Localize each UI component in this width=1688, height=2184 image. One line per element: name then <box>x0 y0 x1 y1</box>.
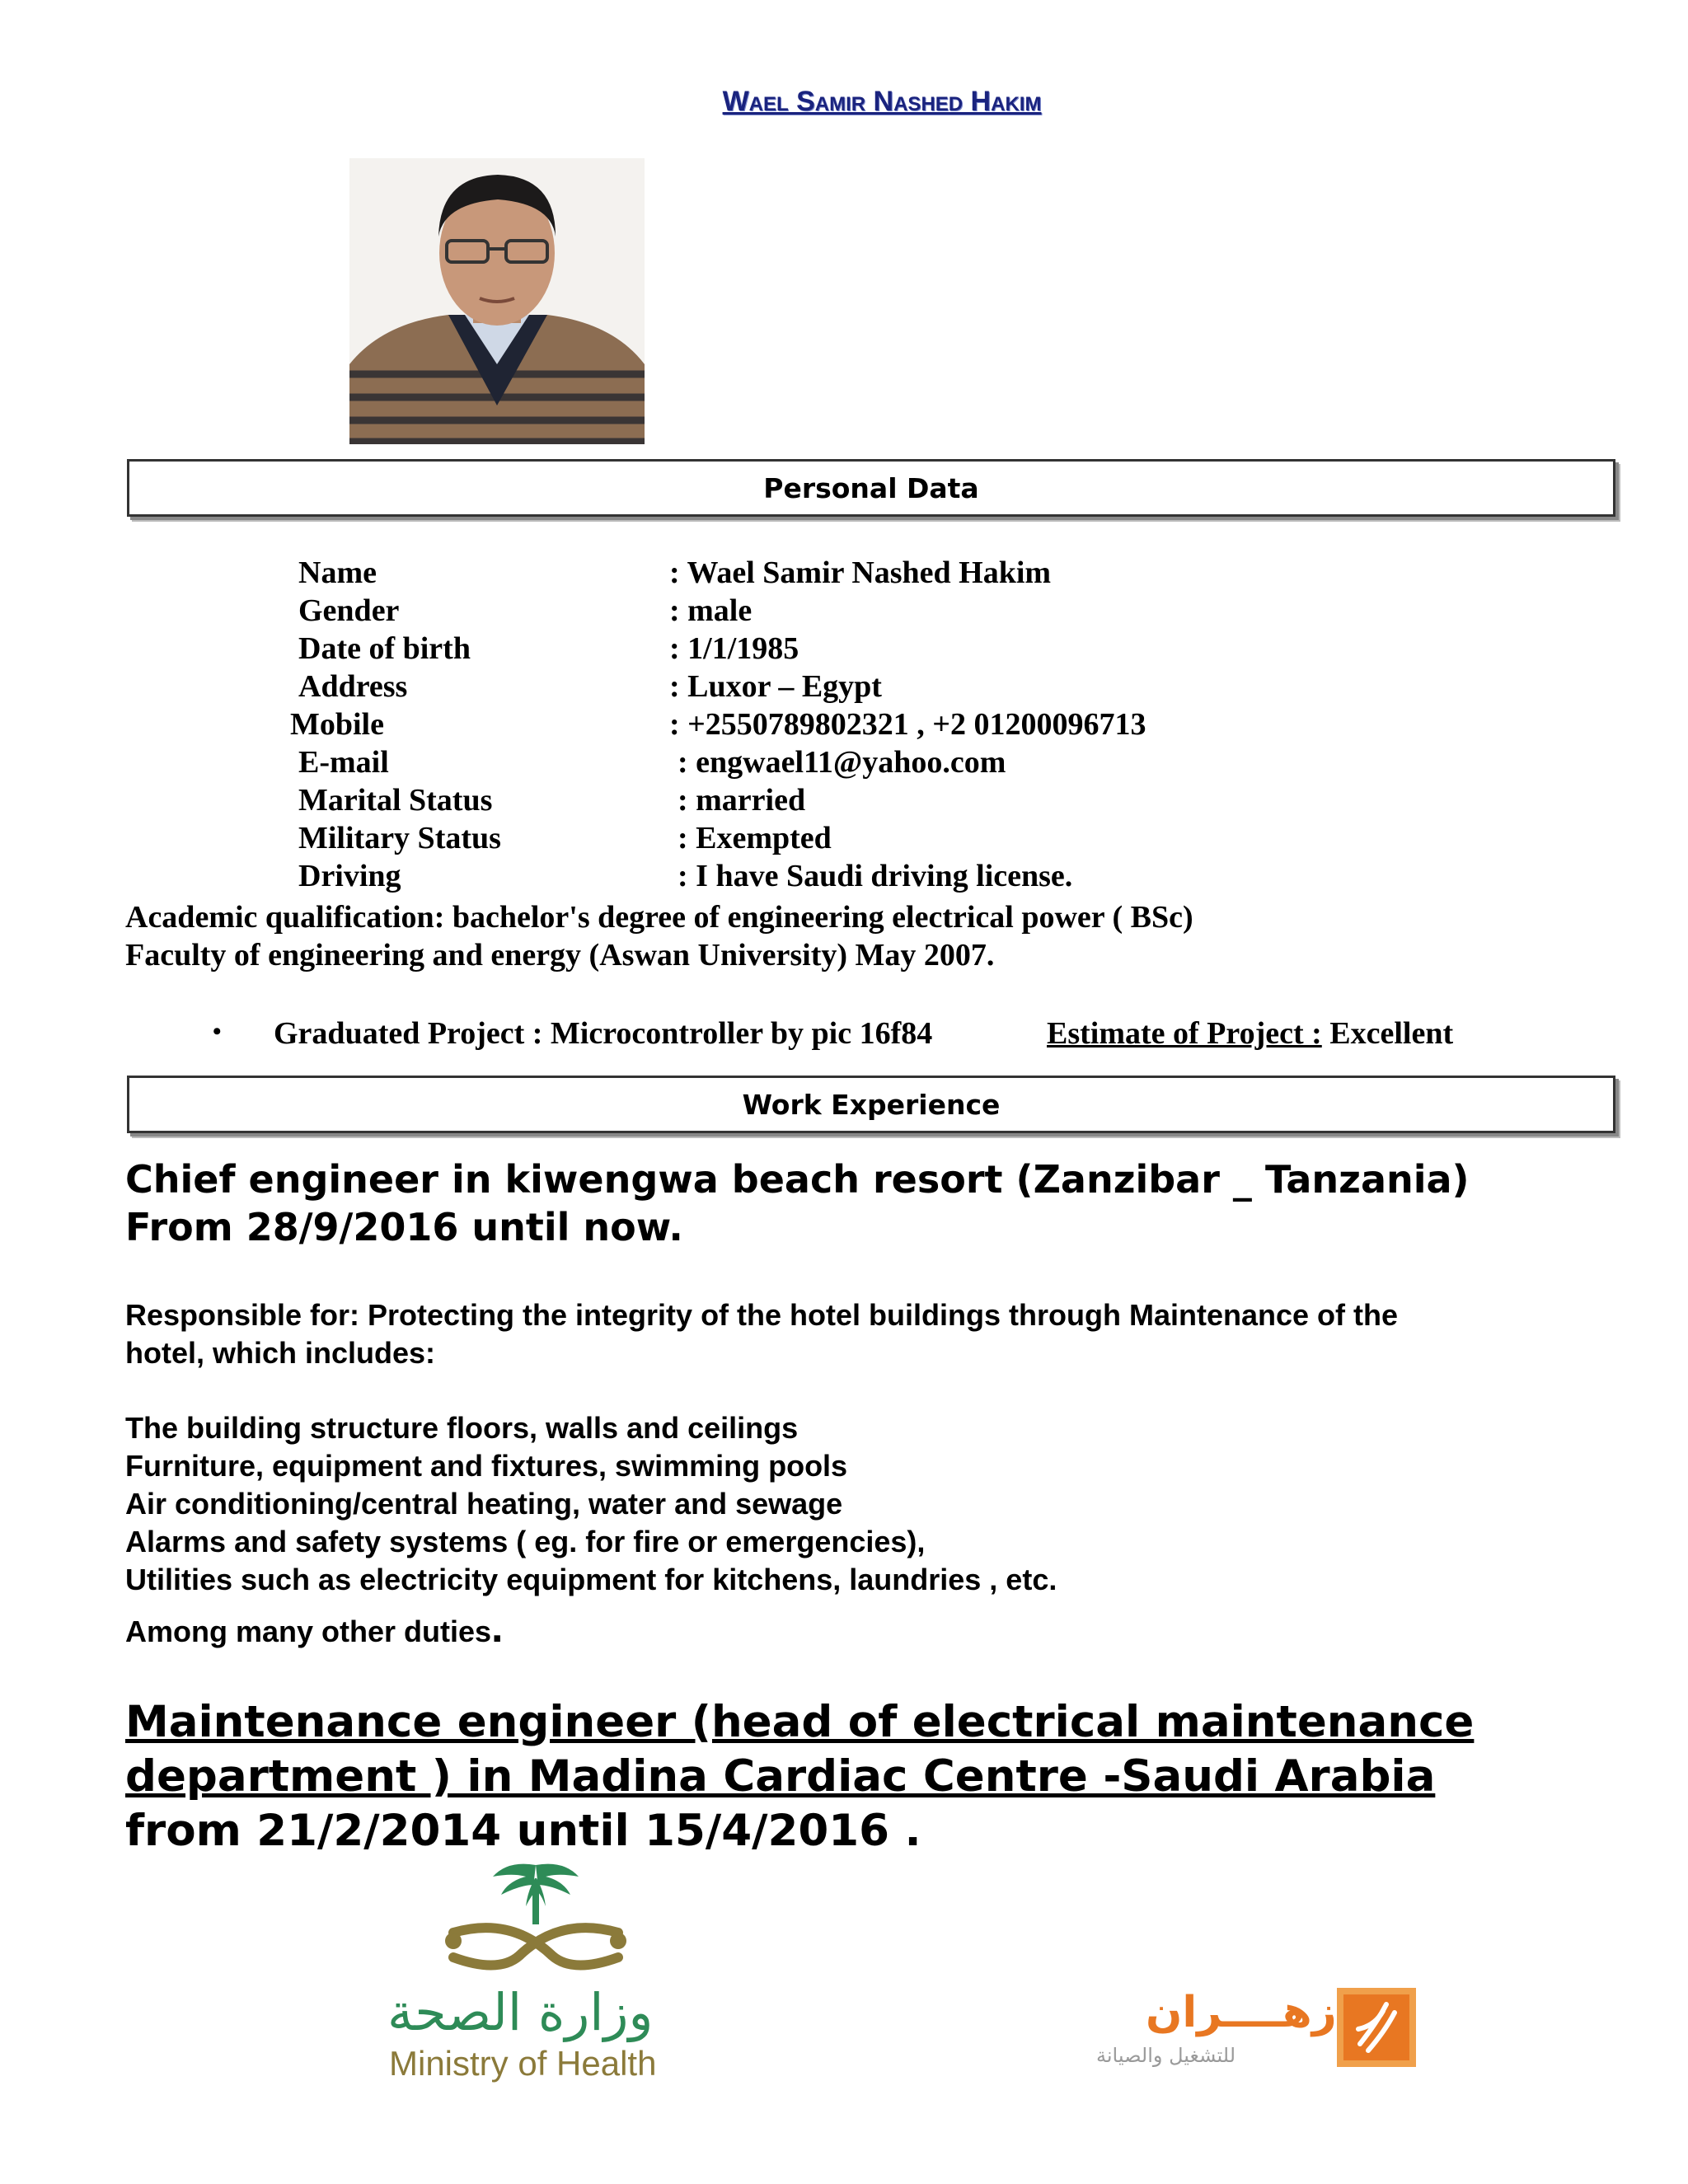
duty-item: The building structure floors, walls and ceilings <box>125 1411 799 1445</box>
personal-label: Mobile <box>290 707 384 742</box>
project-estimate <box>1047 1015 1453 1052</box>
job1-title-line-1: Chief engineer in kiwengwa beach resort (Zanzibar _ Tanzania) <box>125 1157 1470 1202</box>
job2-title-line-3: from 21/2/2014 until 15/4/2016 . <box>125 1806 921 1856</box>
personal-value: : Wael Samir Nashed Hakim <box>669 555 1052 590</box>
graduated-project: Graduated Project : Microcontroller by pic 16f84 <box>274 1016 933 1051</box>
estimate-value: Excellent <box>1321 1016 1454 1051</box>
section-personal-data <box>127 459 1615 517</box>
personal-value: : married <box>678 783 806 818</box>
moh-emblem-icon <box>429 1858 643 1982</box>
personal-label: Marital Status <box>298 783 493 818</box>
ministry-of-health-logo <box>387 1858 692 2085</box>
closing-dot: . <box>491 1604 504 1652</box>
job1-resp-line-2: hotel, which includes: <box>125 1336 436 1370</box>
job2-title-line-2: department ) in Madina Cardiac Centre -Saudi Arabia <box>125 1751 1436 1802</box>
job1-resp-line-1: Responsible for: Protecting the integrity of the hotel buildings through Maintenance of the <box>125 1298 1399 1332</box>
academic-line-2: Faculty of engineering and energy (Aswan University) May 2007. <box>125 938 995 972</box>
personal-label: Military Status <box>298 821 501 855</box>
zahran-emblem-icon <box>1335 1986 1418 2069</box>
personal-value: : Luxor – Egypt <box>669 669 882 704</box>
personal-label: E-mail <box>298 745 389 780</box>
zahran-arabic-name: زهــــران <box>1146 1988 1337 2037</box>
duty-item: Furniture, equipment and fixtures, swimming pools <box>125 1449 848 1483</box>
moh-english-name: Ministry of Health <box>389 2044 657 2083</box>
closing-text: Among many other duties <box>125 1615 492 1648</box>
personal-label: Name <box>298 555 377 590</box>
moh-arabic-name: وزارة الصحة <box>387 1982 654 2042</box>
portrait-image <box>349 158 645 444</box>
profile-photo <box>349 158 645 444</box>
personal-value: : male <box>669 593 753 628</box>
personal-value: : Exempted <box>678 821 832 855</box>
estimate-label: Estimate of Project : <box>1047 1016 1322 1051</box>
personal-value: : I have Saudi driving license. <box>678 859 1073 893</box>
personal-value: : 1/1/1985 <box>669 631 799 666</box>
section-personal-data-label: Personal Data <box>763 471 979 504</box>
job1-title-line-2: From 28/9/2016 until now. <box>125 1205 683 1249</box>
zahran-subtitle: للتشغيل والصيانة <box>1096 2044 1236 2067</box>
personal-value: : engwael11@yahoo.com <box>678 745 1006 780</box>
duty-item: Utilities such as electricity equipment for kitchens, laundries , etc. <box>125 1563 1057 1596</box>
personal-label: Gender <box>298 593 400 628</box>
page-title: Wael Samir Nashed Hakim <box>722 86 1042 117</box>
job2-title-line-1: Maintenance engineer (head of electrical maintenance <box>125 1697 1475 1747</box>
bullet-icon: • <box>213 1018 222 1045</box>
personal-label: Address <box>298 669 408 704</box>
section-work-experience-label: Work Experience <box>742 1088 1001 1121</box>
duty-item: Air conditioning/central heating, water and sewage <box>125 1487 843 1521</box>
section-work-experience <box>127 1076 1615 1133</box>
academic-line-1: Academic qualification: bachelor's degree of engineering electrical power ( BSc) <box>125 900 1193 935</box>
personal-value: : +2550789802321 , +2 01200096713 <box>669 707 1146 742</box>
job1-closing <box>125 1604 504 1652</box>
zahran-logo <box>1096 1986 1418 2077</box>
duty-item: Alarms and safety systems ( eg. for fire or emergencies), <box>125 1525 926 1558</box>
personal-label: Driving <box>298 859 401 893</box>
personal-label: Date of birth <box>298 631 471 666</box>
